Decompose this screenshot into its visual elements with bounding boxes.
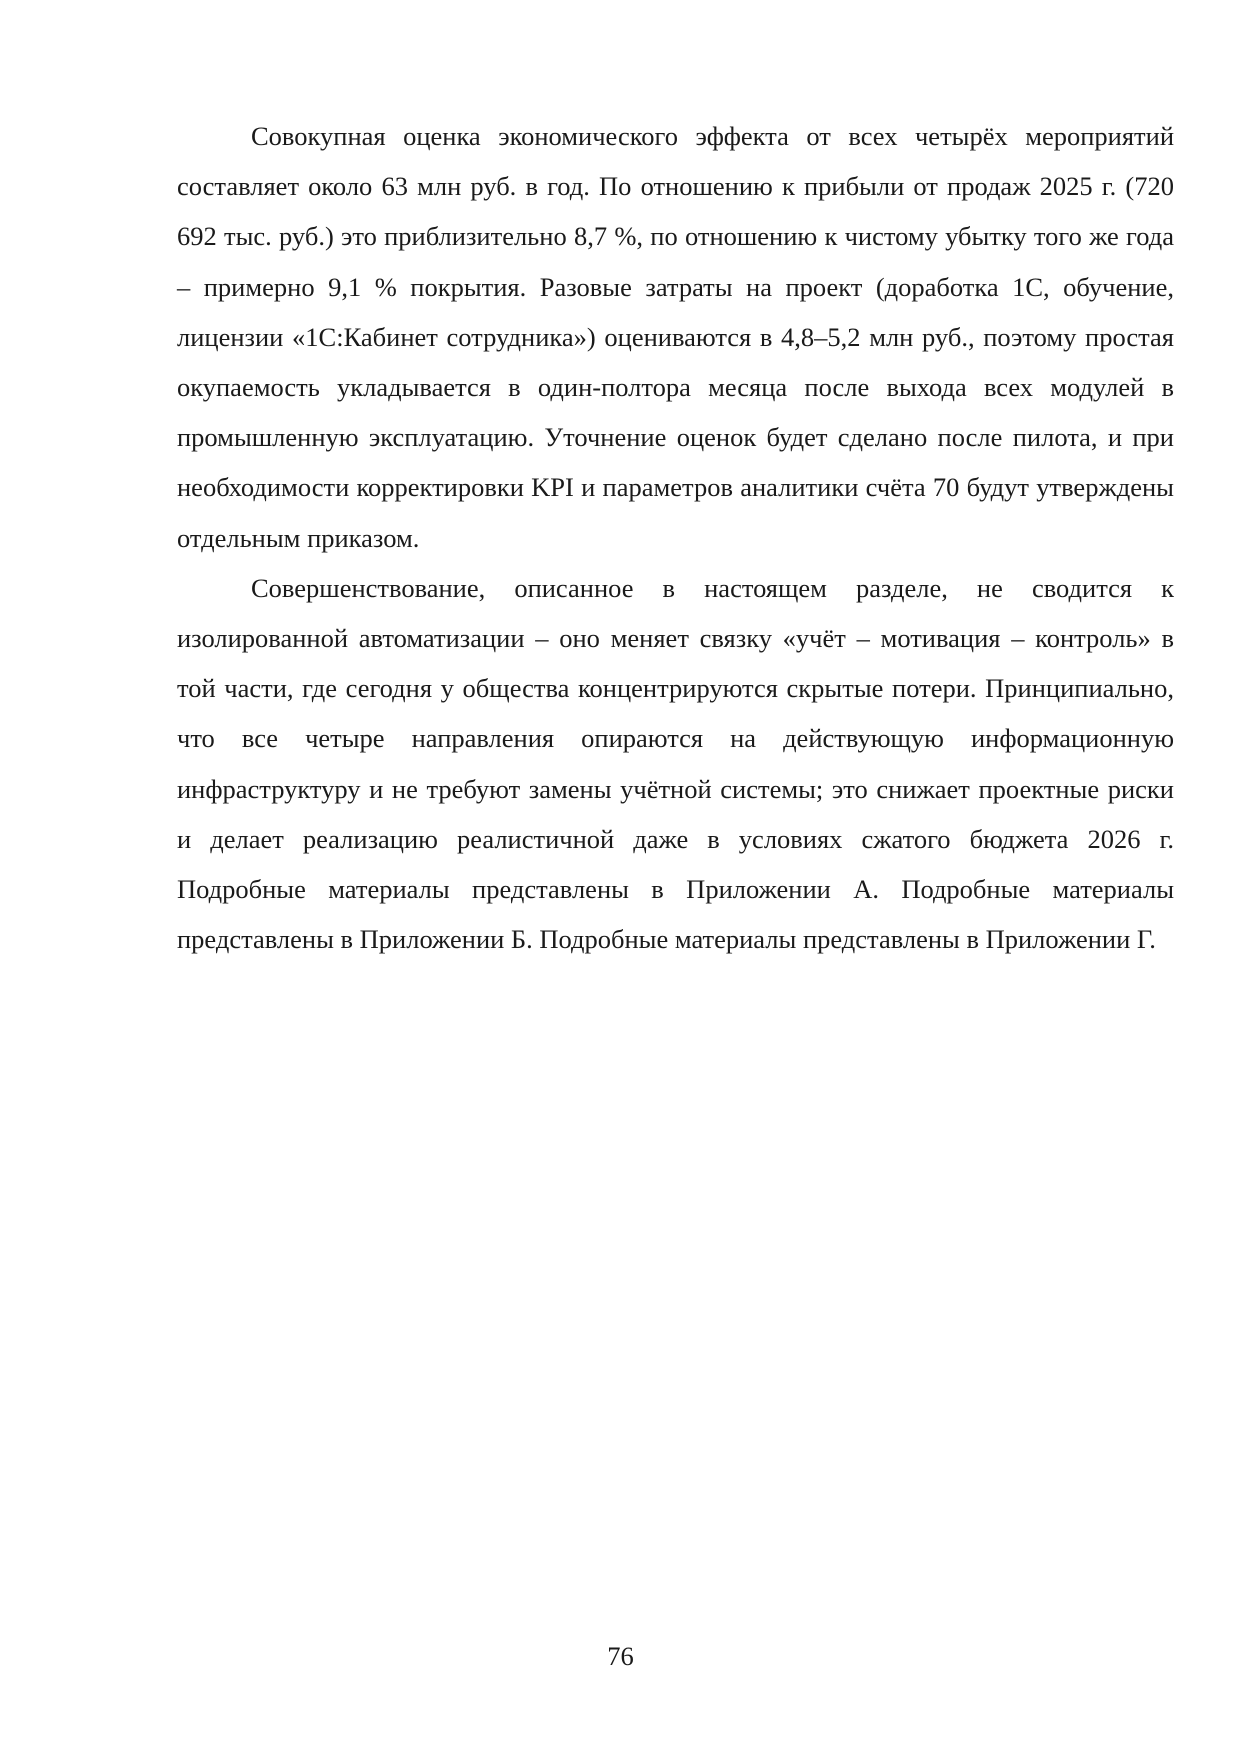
paragraph-improvement-summary: Совершенствование, описанное в настоящем разделе, не сводится к изолированной автоматизации – оно меняет связку «учёт – мотивация – контроль» в той части, где сегодня у общества концентрируются скрытые потери. Принципиально, что все четыре направления опираются на действующую информационную инфраструктуру и не требуют замены учётной системы; это снижает проектные риски и делает реализацию реалистичной даже в условиях сжатого бюджета 2026 г. Подробные материалы представлены в Приложении А. Подробные материалы представлены в Приложении Б. Подробные материалы представлены в Приложении Г. — [177, 572, 1174, 955]
page-number: 76 — [607, 1641, 634, 1671]
paragraph-economic-effect: Совокупная оценка экономического эффекта от всех четырёх мероприятий составляет около 63 млн руб. в год. По отношению к прибыли от продаж 2025 г. (720 692 тыс. руб.) это приблизительно 8,7 %, по отношению к чистому убытку того же года – примерно 9,1 % покрытия. Разовые затраты на проект (доработка 1С, обучение, лицензии «1С:Кабинет сотрудника») оцениваются в 4,8–5,2 млн руб., поэтому простая окупаемость укладывается в один-полтора месяца после выхода всех модулей в промышленную эксплуатацию. Уточнение оценок будет сделано после пилота, и при необходимости корректировки KPI и параметров аналитики счёта 70 будут утверждены отдельным приказом. — [177, 121, 1174, 553]
body-text — [177, 111, 1174, 964]
